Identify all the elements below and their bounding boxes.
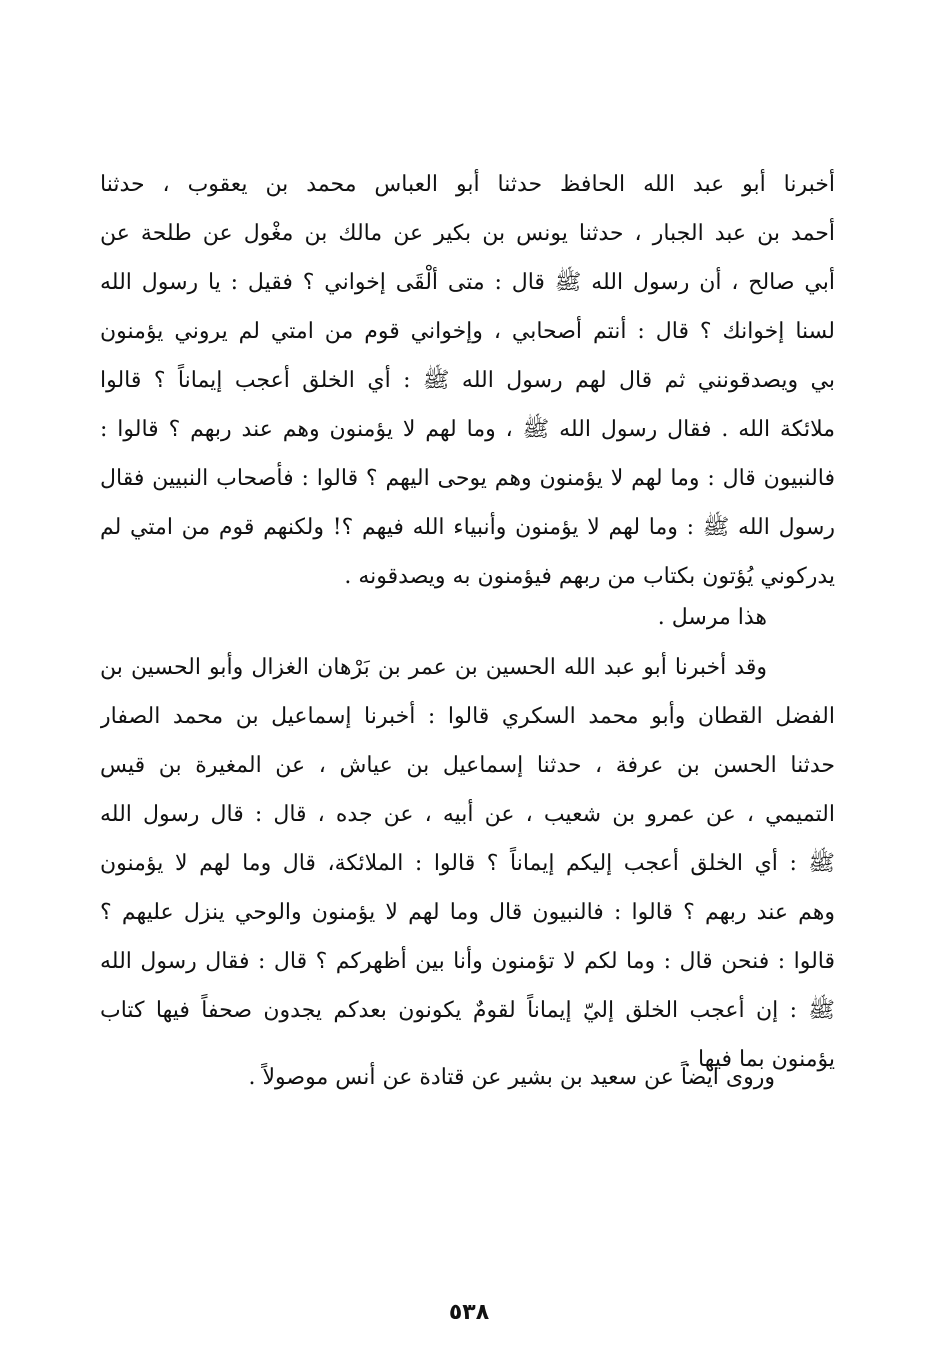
text-line: ﷺ : أي الخلق أعجب إليكم إيماناً ؟ قالوا : الملائكة، قال وما لهم لا يؤمنون — [100, 851, 835, 876]
text-line: أحمد بن عبد الجبار ، حدثنا يونس بن بكير عن مالك بن مغْول عن طلحة عن — [100, 221, 835, 246]
text-line: وقد أخبرنا أبو عبد الله الحسين بن عمر بن بَرْهان الغزال وأبو الحسين بن — [100, 655, 767, 680]
page-number: ٥٣٨ — [448, 1300, 490, 1325]
text-line: يدركوني يُؤتون بكتاب من ربهم فيؤمنون به ويصدقونه . — [344, 564, 835, 589]
paragraph-hadith-connected — [100, 643, 835, 1084]
text-line: وروى ايضاً عن سعيد بن بشير عن قتادة عن أنس موصولاً . — [248, 1065, 775, 1090]
text-line: أبي صالح ، أن رسول الله ﷺ قال : متى ألْقَى إخواني ؟ فقيل : يا رسول الله — [100, 270, 835, 295]
text-line: بي ويصدقونني ثم قال لهم رسول الله ﷺ : أي الخلق أعجب إيماناً ؟ قالوا — [100, 368, 835, 393]
text-line: يؤمنون بما فيها . — [684, 1047, 835, 1072]
paragraph-closing — [100, 1053, 835, 1102]
text-line: التميمي ، عن عمرو بن شعيب ، عن أبيه ، عن جده ، قال : قال رسول الله — [100, 802, 835, 827]
text-line: قالوا : فنحن قال : وما لكم لا تؤمنون وأنا بين أظهركم ؟ قال : فقال رسول الله — [100, 949, 835, 974]
text-line: ملائكة الله . فقال رسول الله ﷺ ، وما لهم لا يؤمنون وهم عند ربهم ؟ قالوا : — [100, 417, 835, 442]
text-line: ﷺ : إن أعجب الخلق إليّ إيماناً لقومٌ يكونون بعدكم يجدون صحفاً فيها كتاب — [100, 998, 835, 1023]
text-line: الفضل القطان وأبو محمد السكري قالوا : أخبرنا إسماعيل بن محمد الصفار — [100, 704, 835, 729]
text-line: هذا مرسل . — [657, 605, 767, 630]
text-line: لسنا إخوانك ؟ قال : أنتم أصحابي ، وإخواني قوم من امتي لم يروني يؤمنون — [100, 319, 835, 344]
paragraph-hadith-mursal — [100, 160, 835, 601]
text-line: رسول الله ﷺ : وما لهم لا يؤمنون وأنبياء الله فيهم ؟! ولكنهم قوم من امتي لم — [100, 515, 835, 540]
text-line: فالنبيون قال : وما لهم لا يؤمنون وهم يوحى اليهم ؟ قالوا : فأصحاب النبيين فقال — [100, 466, 835, 491]
paragraph-note — [100, 593, 835, 642]
text-line: حدثنا الحسن بن عرفة ، حدثنا إسماعيل بن عياش ، عن المغيرة بن قيس — [100, 753, 835, 778]
text-line: وهم عند ربهم ؟ قالوا : فالنبيون قال وما لهم لا يؤمنون والوحي ينزل عليهم ؟ — [100, 900, 835, 925]
text-line: أخبرنا أبو عبد الله الحافظ حدثنا أبو العباس محمد بن يعقوب ، حدثنا — [100, 172, 835, 197]
